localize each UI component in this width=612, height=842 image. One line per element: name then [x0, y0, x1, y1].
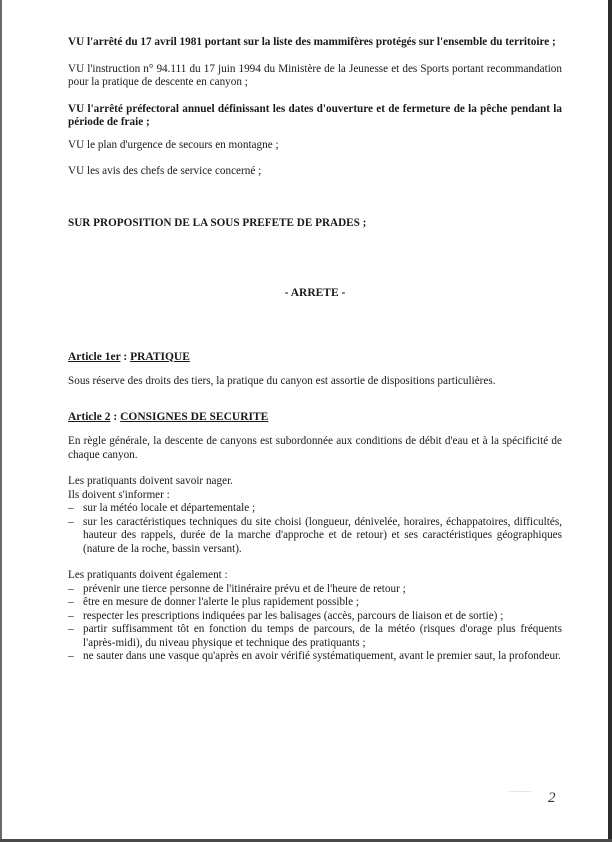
article-2-intro: En règle générale, la descente de canyons est subordonnée aux conditions de débit d'eau et à la spécificité de chaque canyon. [68, 435, 562, 461]
footer-scan-mark: ‥‥‥‥‥‥‥ [508, 788, 532, 794]
article-2-heading [68, 411, 562, 425]
spacer [68, 424, 562, 435]
article-2-title: CONSIGNES DE SECURITE [120, 410, 269, 423]
also-list [68, 583, 562, 664]
spacer [68, 152, 562, 165]
list-item: – sur la météo locale et départementale ; [68, 502, 562, 516]
visa-3: VU l'arrêté préfectoral annuel définissant les dates d'ouverture et de fermeture de la pêche pendant la période de fraie ; [68, 102, 562, 128]
scan-edge-left [0, 0, 2, 842]
list-item: – ne sauter dans une vasque qu'après en avoir vérifié systématiquement, avant le premier saut, la profondeur. [68, 650, 562, 664]
article-2-label: Article 2 [68, 410, 111, 423]
spacer [68, 179, 562, 217]
spacer [68, 130, 562, 139]
article-1-sep: : [120, 350, 131, 363]
visa-4: VU le plan d'urgence de secours en montagne ; [68, 138, 279, 151]
spacer [68, 364, 562, 375]
article-1-title: PRATIQUE [130, 350, 190, 363]
article-2-inform: Ils doivent s'informer : [68, 488, 170, 501]
article-1-label: Article 1er [68, 350, 121, 363]
page-number: 2 [548, 790, 556, 806]
list-item: – partir suffisamment tôt en fonction du temps de parcours, de la météo (risques d'orage plus fréquents l'après-midi), du niveau physique et technique des pratiquants ; [68, 623, 562, 650]
list-item: – respecter les prescriptions indiquées par les balisages (accès, parcours de liaison et de sortie) ; [68, 610, 562, 624]
article-1-heading [68, 351, 562, 365]
article-1-body: Sous réserve des droits des tiers, la pratique du canyon est assortie de dispositions particulières. [68, 375, 496, 387]
spacer [68, 230, 562, 287]
article-2-also: Les pratiquants doivent également : [68, 569, 228, 581]
visa-5: VU les avis des chefs de service concerné ; [68, 165, 262, 177]
inform-list [68, 502, 562, 556]
spacer [68, 301, 562, 351]
spacer [68, 462, 562, 475]
spacer [68, 556, 562, 569]
article-2-sep: : [110, 410, 121, 423]
spacer [68, 90, 562, 103]
list-item: – prévenir une tierce personne de l'itinéraire prévu et de l'heure de retour ; [68, 583, 562, 597]
proposition: SUR PROPOSITION DE LA SOUS PREFETE DE PRADES ; [68, 216, 367, 229]
list-item: – être en mesure de donner l'alerte le plus rapidement possible ; [68, 596, 562, 610]
spacer [68, 50, 562, 63]
spacer [68, 389, 562, 411]
scan-edge-right [608, 0, 612, 842]
list-item: – sur les caractéristiques techniques du site choisi (longueur, dénivelée, horaires, échappatoires, difficultés, hauteur des rappels, durée de la marche d'approche et de retour) et ses caractéristiques géographiques (nature de la roche, bassin versant). [68, 516, 562, 557]
visa-2: VU l'instruction n° 94.111 du 17 juin 1994 du Ministère de la Jeunesse et des Sports portant recommandation pour la pratique de descente en canyon ; [68, 62, 562, 88]
arrete-title: - ARRETE - [284, 287, 346, 299]
document-page [68, 36, 562, 664]
visa-1: VU l'arrêté du 17 avril 1981 portant sur la liste des mammifères protégés sur l'ensemble du territoire ; [68, 36, 556, 48]
article-2-swim: Les pratiquants doivent savoir nager. [68, 475, 233, 487]
